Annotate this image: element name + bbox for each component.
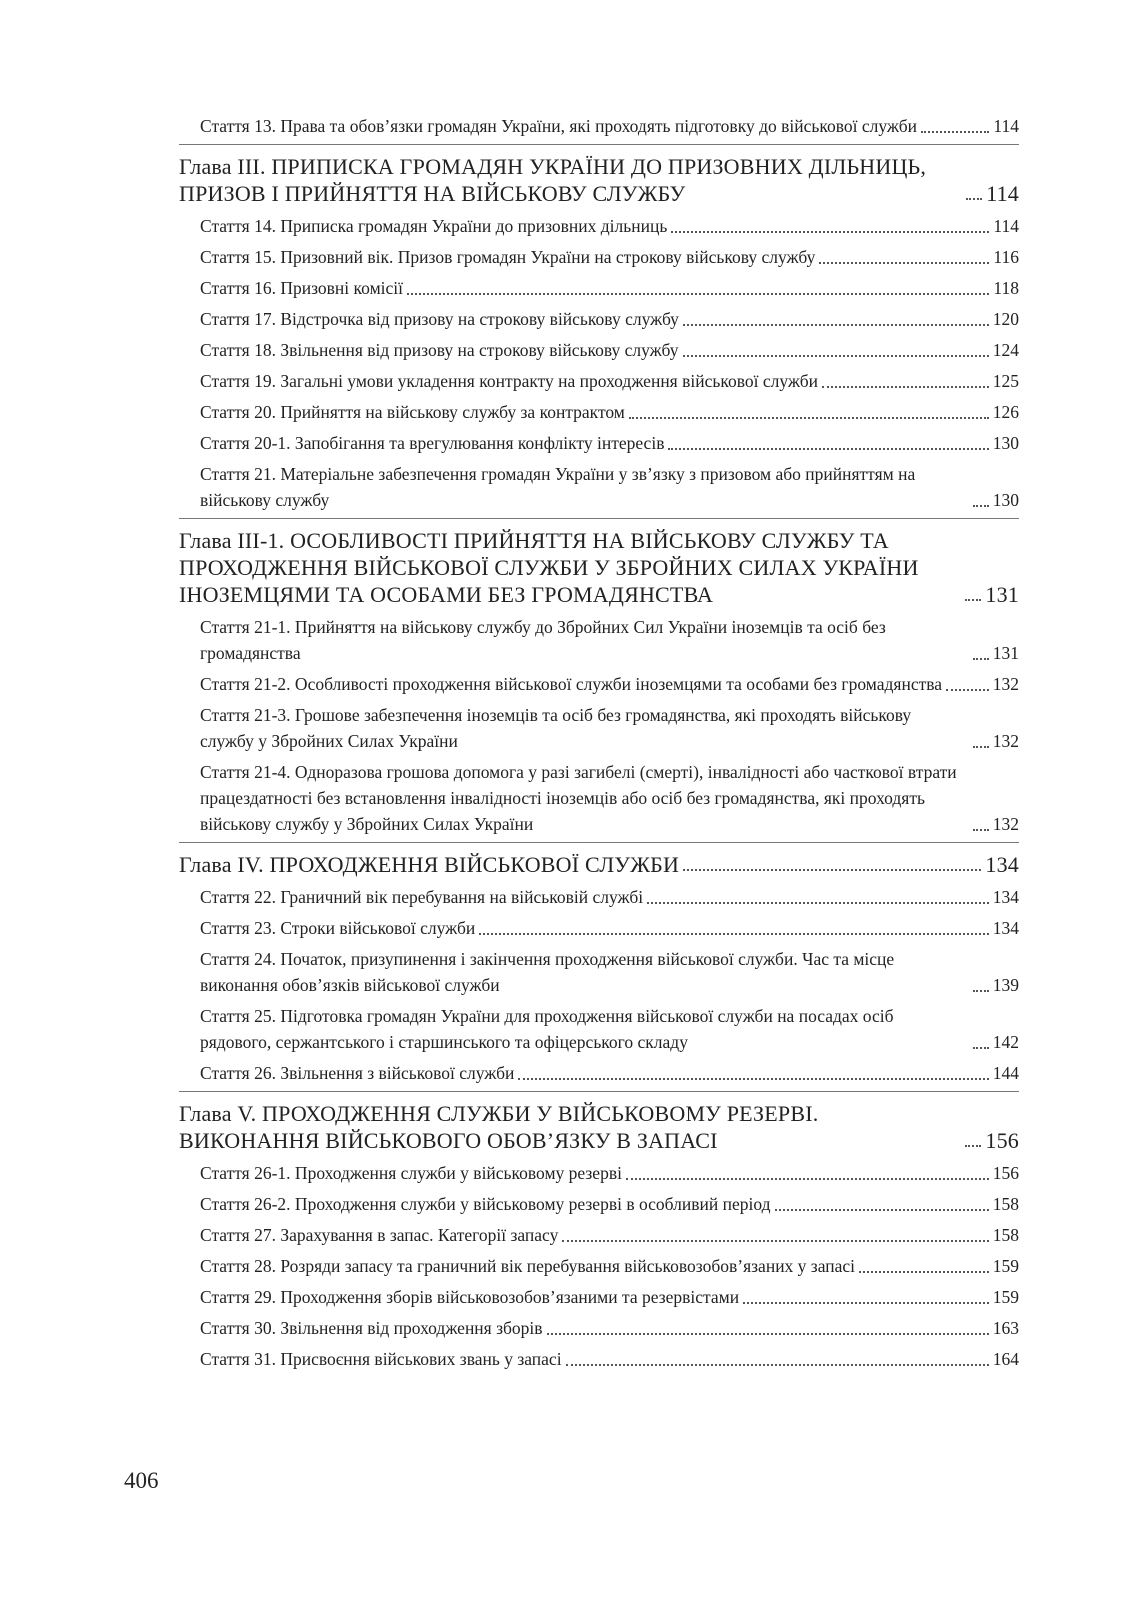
toc-article-entry [179, 1315, 1019, 1341]
toc-article-entry [179, 368, 1019, 394]
toc-article-entry [179, 1284, 1019, 1310]
toc-entry-title: Стаття 21-1. Прийняття на військову службу до Збройних Сил України іноземців та осіб без громадянства [200, 617, 886, 663]
dot-leader [966, 198, 982, 200]
toc-entry-title: Стаття 23. Строки військової служби [200, 918, 476, 938]
toc-article-entry [179, 461, 1019, 513]
toc-entry-page: 134 [992, 918, 1019, 938]
toc-entry-title: Стаття 27. Зарахування в запас. Категорії запасу [200, 1225, 559, 1245]
dot-leader [683, 355, 989, 357]
chapter-divider [179, 518, 1019, 519]
toc-article-entry [179, 759, 1019, 837]
dot-leader [479, 933, 988, 935]
toc-article-entry [179, 702, 1019, 754]
toc-entry-page: 132 [992, 731, 1019, 751]
toc-entry-page: 130 [992, 490, 1019, 510]
toc-article-entry [179, 337, 1019, 363]
dot-leader [973, 829, 989, 831]
toc-entry-page: 134 [985, 852, 1019, 877]
toc-chapter-entry [179, 527, 1019, 608]
dot-leader [647, 902, 989, 904]
toc-entry-title: Стаття 21-2. Особливості проходження військової служби іноземцями та особами без громадянства [200, 674, 943, 694]
toc-entry-page: 118 [993, 278, 1019, 298]
dot-leader [671, 231, 989, 233]
toc-entry-page: 114 [993, 216, 1019, 236]
toc-article-entry [179, 915, 1019, 941]
toc-entry-title: Стаття 21. Матеріальне забезпечення громадян України у зв’язку з призовом або прийняттям на військову службу [200, 464, 916, 510]
toc-entry-page: 159 [992, 1256, 1019, 1276]
toc-entry-title: Стаття 26-2. Проходження служби у військовому резерві в особливий період [200, 1194, 771, 1214]
toc-entry-page: 158 [992, 1194, 1019, 1214]
toc-entry-page: 116 [993, 247, 1019, 267]
toc-entry-title: Стаття 25. Підготовка громадян України для проходження військової служби на посадах осіб рядового, сержантського і старшинського та офіцерського складу [200, 1006, 894, 1052]
toc-entry-page: 132 [992, 674, 1019, 694]
chapter-divider [179, 842, 1019, 843]
toc-entry-title: Стаття 17. Відстрочка від призову на строкову військову службу [200, 309, 679, 329]
toc-entry-title: Стаття 26. Звільнення з військової служби [200, 1063, 515, 1083]
toc-entry-title: Глава ІІІ. ПРИПИСКА ГРОМАДЯН УКРАЇНИ ДО ПРИЗОВНИХ ДІЛЬНИЦЬ, ПРИЗОВ І ПРИЙНЯТТЯ НА ВІЙСЬКОВУ СЛУЖБУ [179, 154, 927, 206]
dot-leader [973, 658, 989, 660]
toc-article-entry [179, 884, 1019, 910]
dot-leader [562, 1240, 988, 1242]
toc-entry-title: Стаття 29. Проходження зборів військовозобов’язаними та резервістами [200, 1287, 740, 1307]
toc-entry-title: Стаття 30. Звільнення від проходження зборів [200, 1318, 543, 1338]
dot-leader [547, 1333, 989, 1335]
toc-entry-page: 114 [993, 116, 1019, 136]
toc-entry-page: 131 [992, 643, 1019, 663]
toc-entry-page: 130 [992, 433, 1019, 453]
toc-entry-title: Стаття 16. Призовні комісії [200, 278, 403, 298]
toc-article-entry [179, 430, 1019, 456]
toc-entry-title: Стаття 15. Призовний вік. Призов громадян України на строкову військову службу [200, 247, 816, 267]
dot-leader [518, 1078, 988, 1080]
toc-entry-title: Стаття 24. Початок, призупинення і закінчення проходження військової служби. Час та місце виконання обов’язків військової служби [200, 949, 895, 995]
toc-article-entry [179, 1191, 1019, 1217]
toc-entry-page: 131 [985, 582, 1019, 607]
toc-article-entry [179, 1060, 1019, 1086]
toc-article-entry [179, 1160, 1019, 1186]
toc-entry-page: 124 [992, 340, 1019, 360]
dot-leader [683, 869, 981, 871]
dot-leader [566, 1364, 989, 1366]
toc-entry-page: 163 [992, 1318, 1019, 1338]
toc-chapter-entry [179, 1100, 1019, 1154]
toc-entry-title: Глава V. ПРОХОДЖЕННЯ СЛУЖБИ У ВІЙСЬКОВОМУ РЕЗЕРВІ. ВИКОНАННЯ ВІЙСЬКОВОГО ОБОВ’ЯЗКУ В ЗАПАСІ [179, 1101, 819, 1153]
toc-entry-title: Глава IV. ПРОХОДЖЕННЯ ВІЙСЬКОВОЇ СЛУЖБИ [179, 852, 680, 877]
toc-entry-page: 132 [992, 814, 1019, 834]
toc-entry-page: 158 [992, 1225, 1019, 1245]
dot-leader [819, 262, 989, 264]
toc-entry-page: 114 [986, 181, 1019, 206]
toc-entry-page: 164 [992, 1349, 1019, 1369]
toc-entry-page: 142 [992, 1032, 1019, 1052]
toc-entry-page: 120 [992, 309, 1019, 329]
toc-entry-page: 139 [992, 975, 1019, 995]
toc-entry-title: Стаття 22. Граничний вік перебування на військовій службі [200, 887, 644, 907]
toc-entry-title: Стаття 14. Приписка громадян України до призовних дільниць [200, 216, 668, 236]
toc-article-entry [179, 1003, 1019, 1055]
table-of-contents [179, 113, 1019, 1377]
toc-chapter-entry [179, 153, 1019, 207]
dot-leader [683, 324, 989, 326]
toc-article-entry [179, 244, 1019, 270]
toc-article-entry [179, 113, 1019, 139]
dot-leader [973, 746, 989, 748]
toc-entry-title: Стаття 18. Звільнення від призову на строкову військову службу [200, 340, 679, 360]
dot-leader [946, 689, 989, 691]
toc-article-entry [179, 1222, 1019, 1248]
toc-entry-title: Стаття 21-4. Одноразова грошова допомога у разі загибелі (смерті), інвалідності або часткової втрати працездатності без встановлення інвалідності іноземців або осіб без громадянства, які проходять військову службу у Збройних Силах України [200, 762, 957, 834]
chapter-divider [179, 1091, 1019, 1092]
dot-leader [965, 1145, 981, 1147]
toc-entry-page: 125 [992, 371, 1019, 391]
toc-entry-title: Стаття 13. Права та обов’язки громадян України, які проходять підготовку до військової служби [200, 116, 917, 136]
chapter-divider [179, 144, 1019, 145]
dot-leader [775, 1209, 989, 1211]
dot-leader [965, 599, 981, 601]
toc-entry-page: 134 [992, 887, 1019, 907]
toc-entry-title: Стаття 28. Розряди запасу та граничний вік перебування військовозобов’язаних у запасі [200, 1256, 856, 1276]
dot-leader [859, 1271, 989, 1273]
toc-entry-title: Стаття 21-3. Грошове забезпечення іноземців та осіб без громадянства, які проходять військову службу у Збройних Силах України [200, 705, 912, 751]
dot-leader [629, 417, 989, 419]
dot-leader [407, 293, 989, 295]
toc-entry-title: Стаття 20-1. Запобігання та врегулювання конфлікту інтересів [200, 433, 665, 453]
toc-entry-title: Глава ІІІ-1. ОСОБЛИВОСТІ ПРИЙНЯТТЯ НА ВІЙСЬКОВУ СЛУЖБУ ТА ПРОХОДЖЕННЯ ВІЙСЬКОВОЇ СЛУЖБИ У ЗБРОЙНИХ СИЛАХ УКРАЇНИ ІНОЗЕМЦЯМИ ТА ОСОБАМИ БЕЗ ГРОМАДЯНСТВА [179, 528, 919, 607]
toc-article-entry [179, 275, 1019, 301]
dot-leader [822, 386, 989, 388]
toc-entry-page: 144 [992, 1063, 1019, 1083]
toc-entry-page: 126 [992, 402, 1019, 422]
dot-leader [921, 131, 989, 133]
toc-entry-page: 156 [985, 1128, 1019, 1153]
toc-article-entry [179, 614, 1019, 666]
dot-leader [626, 1178, 989, 1180]
dot-leader [973, 505, 989, 507]
toc-entry-title: Стаття 19. Загальні умови укладення контракту на проходження військової служби [200, 371, 818, 391]
dot-leader [668, 448, 988, 450]
dot-leader [973, 990, 989, 992]
toc-chapter-entry [179, 851, 1019, 878]
toc-article-entry [179, 1253, 1019, 1279]
toc-entry-page: 159 [992, 1287, 1019, 1307]
toc-article-entry [179, 213, 1019, 239]
page-number: 406 [124, 1468, 159, 1493]
toc-entry-title: Стаття 20. Прийняття на військову службу за контрактом [200, 402, 625, 422]
toc-article-entry [179, 671, 1019, 697]
toc-entry-page: 156 [992, 1163, 1019, 1183]
toc-article-entry [179, 399, 1019, 425]
dot-leader [973, 1047, 989, 1049]
toc-article-entry [179, 306, 1019, 332]
toc-article-entry [179, 1346, 1019, 1372]
toc-article-entry [179, 946, 1019, 998]
toc-entry-title: Стаття 26-1. Проходження служби у військовому резерві [200, 1163, 622, 1183]
dot-leader [743, 1302, 989, 1304]
toc-entry-title: Стаття 31. Присвоєння військових звань у запасі [200, 1349, 562, 1369]
